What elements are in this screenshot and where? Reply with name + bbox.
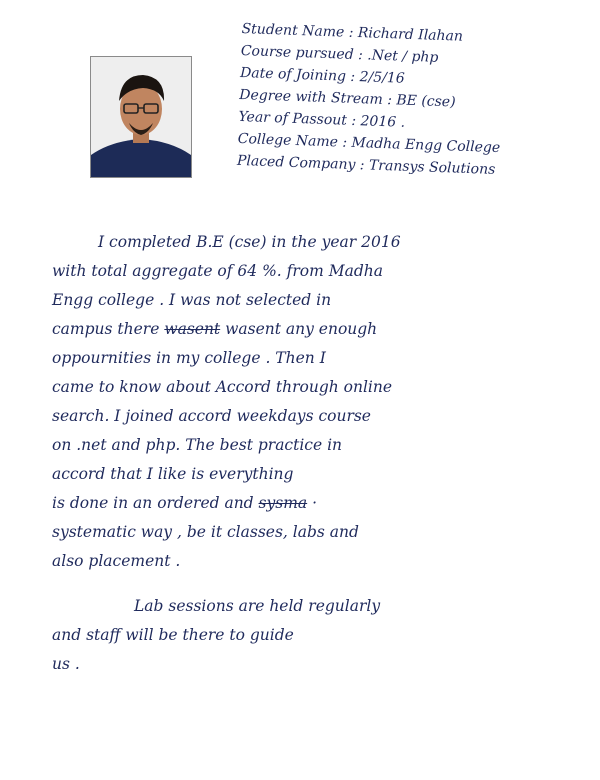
student-info-block xyxy=(237,18,562,183)
letter-line xyxy=(52,315,552,344)
student-photo-image xyxy=(91,57,191,177)
letter-line: on .net and php. The best practice in xyxy=(52,436,343,454)
letter-line: also placement . xyxy=(52,552,181,570)
letter-line: I completed B.E (cse) in the year 2016 xyxy=(98,233,401,251)
letter-line: Engg college . I was not selected in xyxy=(52,291,332,309)
letter-line: systematic way , be it classes, labs and xyxy=(52,523,359,541)
letter-text: is done in an ordered and xyxy=(52,494,254,512)
letter-line: and staff will be there to guide xyxy=(52,626,294,644)
letter-text: wasent any enough xyxy=(225,320,378,338)
testimonial-letter xyxy=(52,228,552,679)
letter-line: oppournities in my college . Then I xyxy=(52,349,326,367)
student-photo xyxy=(90,56,192,178)
letter-line: accord that I like is everything xyxy=(52,465,294,483)
struck-word: sysma xyxy=(258,494,308,512)
letter-line: Lab sessions are held regularly xyxy=(134,597,381,615)
struck-word: wasent xyxy=(164,320,221,338)
course-pursued: Course pursued : .Net / php xyxy=(240,42,439,66)
college-name: College Name : Madha Engg College xyxy=(237,130,501,157)
year-of-passout: Year of Passout : 2016 . xyxy=(238,108,406,131)
letter-line: came to know about Accord through online xyxy=(52,378,393,396)
degree-stream: Degree with Stream : BE (cse) xyxy=(239,86,456,111)
letter-text: campus there xyxy=(52,320,160,338)
letter-text: · xyxy=(312,494,318,512)
placed-company: Placed Company : Transys Solutions xyxy=(236,152,496,178)
letter-line: search. I joined accord weekdays course xyxy=(52,407,371,425)
student-name: Student Name : Richard Ilahan xyxy=(241,20,464,45)
letter-line: us . xyxy=(52,655,80,673)
letter-line xyxy=(52,489,552,518)
date-of-joining: Date of Joining : 2/5/16 xyxy=(239,64,405,87)
letter-line: with total aggregate of 64 %. from Madha xyxy=(52,262,384,280)
